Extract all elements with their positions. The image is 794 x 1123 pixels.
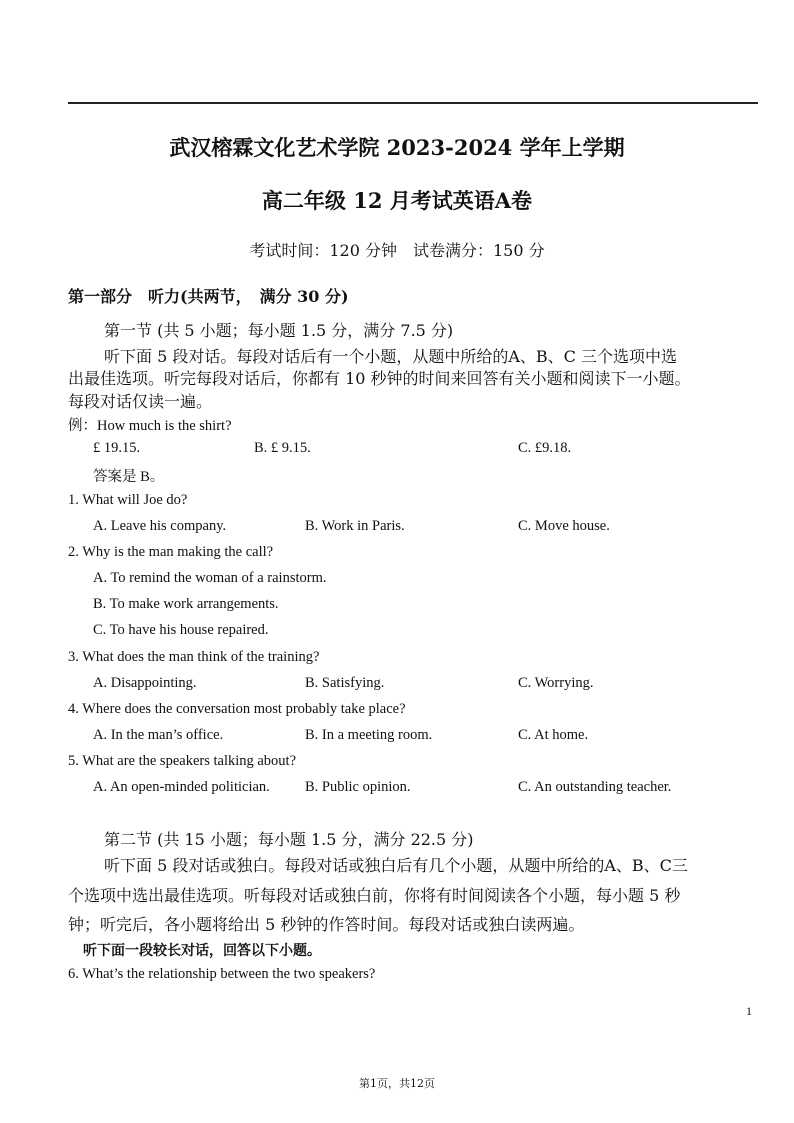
exam-info: 考试时间：120 分钟 试卷满分：150 分 [249,241,545,260]
question-1-option-b: B. Work in Paris. [305,518,405,534]
question-3-option-b: B. Satisfying. [305,675,385,691]
exam-subtitle: 高二年级 12 月考试英语A卷 [261,188,533,213]
question-1-option-c: C. Move house. [518,518,610,534]
example-option-a: £ 19.15. [93,440,141,456]
section1-instruction-line: 出最佳选项。听完每段对话后，你都有 10 秒钟的时间来回答有关小题和阅读下一小题。 [68,369,691,388]
page-footer: 第1页，共12页 [359,1077,435,1090]
question-5-option-a: A. An open-minded politician. [93,779,270,795]
section2-instruction-line: 钟；听完后，各小题将给出 5 秒钟的作答时间。每段对话或独白读两遍。 [68,915,585,934]
example-answer: 答案是 B。 [93,469,165,485]
question-4-option-c: C. At home. [518,727,589,743]
section1-instruction-line: 每段对话仅读一遍。 [68,392,213,411]
question-6-stem: 6. What’s the relationship between the two speakers? [68,966,376,982]
section1-instruction-line: 听下面 5 段对话。每段对话后有一个小题，从题中所给的A、B、C 三个选项中选 [104,347,677,366]
example-option-c: C. £9.18. [518,440,572,456]
header-rule [68,102,758,104]
section2-instruction-line: 个选项中选出最佳选项。听每段对话或独白前，你将有时间阅读各个小题，每小题 5 秒 [68,886,681,905]
question-5-stem: 5. What are the speakers talking about? [68,753,297,769]
question-5-option-c: C. An outstanding teacher. [518,779,672,795]
question-4-option-b: B. In a meeting room. [305,727,433,743]
section2-heading: 第二节 (共 15 小题；每小题 1.5 分，满分 22.5 分) [104,830,474,849]
example-question: 例：How much is the shirt? [68,418,232,434]
question-1-option-a: A. Leave his company. [93,518,227,534]
question-2-stem: 2. Why is the man making the call? [68,544,274,560]
exam-title: 武汉榕霖文化艺术学院 2023-2024 学年上学期 [169,135,625,160]
question-3-option-c: C. Worrying. [518,675,594,691]
question-4-stem: 4. Where does the conversation most probably take place? [68,701,406,717]
question-2-option-c: C. To have his house repaired. [93,622,269,638]
page-number: 1 [746,1004,752,1018]
section2-instruction-line: 听下面 5 段对话或独白。每段对话或独白后有几个小题，从题中所给的A、B、C三 [104,856,688,875]
question-3-option-a: A. Disappointing. [93,675,197,691]
example-option-b: B. £ 9.15. [254,440,311,456]
question-2-option-b: B. To make work arrangements. [93,596,279,612]
section1-heading: 第一节 (共 5 小题；每小题 1.5 分，满分 7.5 分) [104,321,454,340]
part1-heading: 第一部分 听力(共两节， 满分 30 分) [68,287,349,306]
question-2-option-a: A. To remind the woman of a rainstorm. [93,570,327,586]
question-5-option-b: B. Public opinion. [305,779,411,795]
section2-note: 听下面一段较长对话，回答以下小题。 [83,943,321,959]
question-1-stem: 1. What will Joe do? [68,492,188,508]
question-4-option-a: A. In the man’s office. [93,727,224,743]
question-3-stem: 3. What does the man think of the training? [68,649,320,665]
